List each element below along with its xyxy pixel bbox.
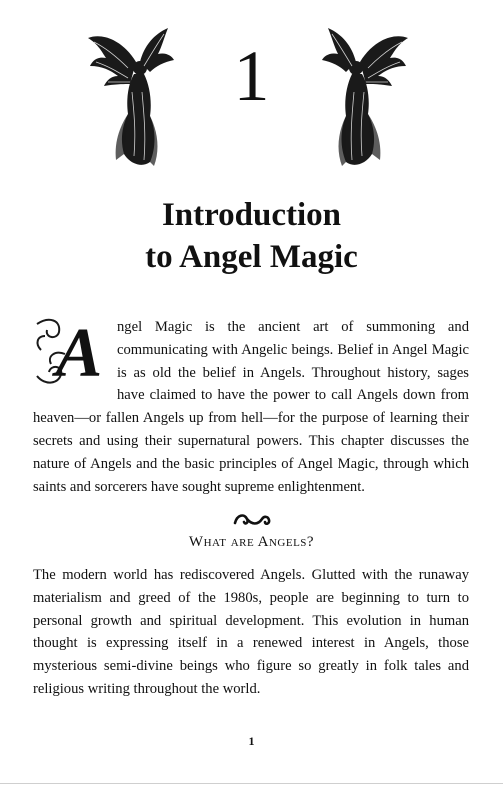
intro-paragraph (33, 316, 469, 498)
chapter-title (0, 194, 503, 278)
section-paragraph: The modern world has rediscovered Angels. Glutted with the runaway materialism and greed of the 1980s, people are beginning to turn to personal growth and spiritual development. This evolution in human thought is expressing itself in a renewed interest in Angels, those mysterious semi-divine beings who figure so greatly in folk tales and religious writing throughout the world. (33, 567, 469, 697)
page-bottom-edge (0, 783, 503, 784)
intro-text: ngel Magic is the ancient art of summoning and communicating with Angelic beings. Belief in Angel Magic is as old the belief in Angels. Throughout history, sages have claimed to have the power to call Angels down from heaven—or fallen Angels up from hell—for the purpose of learning their secrets and using their supernatural powers. This chapter discusses the nature of Angels and the basic principles of Angel Magic, through which saints and sorcerers have sought supreme enlightenment. (33, 319, 469, 495)
drop-cap-a-icon (31, 314, 115, 388)
scroll-ornament-icon (232, 511, 272, 529)
chapter-title-line-2: to Angel Magic (145, 239, 358, 275)
chapter-title-line-1: Introduction (161, 197, 342, 233)
chapter-number: 1 (233, 36, 270, 116)
drop-cap-letter: A (55, 315, 103, 388)
page-number: 1 (248, 734, 255, 748)
section-heading: What are Angels? (188, 534, 315, 550)
angel-illustration-icon (316, 22, 412, 172)
